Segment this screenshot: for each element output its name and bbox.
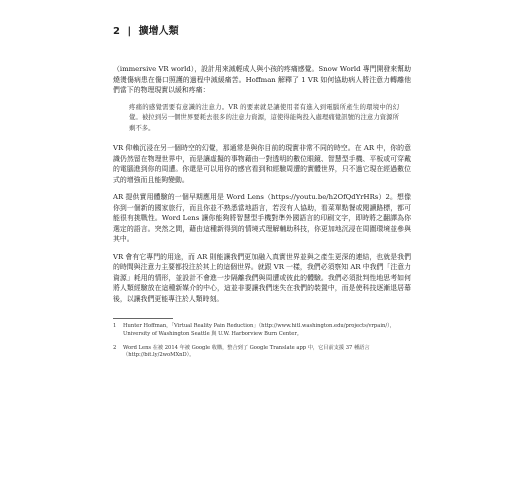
running-header: [113, 22, 179, 37]
page-number: 2: [113, 26, 120, 37]
footnote-1: [113, 323, 411, 339]
footnote-text: Hunter Hoffman，「Virtual Reality Pain Reduction」（http://www.hitl.washington.edu/projects/vrpain/），University of Washington Seattle 與 U.W. Harborview Burn Center。: [123, 323, 395, 337]
footnote-text: Word Lens 在被 2014 年被 Google 收購，整合到了 Google Translate app 中，它目前支援 37 種語言（http://bit.ly/2woMXnD）。: [123, 344, 370, 359]
paragraph-word-lens: AR 提供實用體驗的一個早期應用是 Word Lens（https://youtu.be/h2OfQdYrHRs）2。想像你到一個新的國家旅行，而且你並不熟悉當地語言，若沒有人協助，看菜單點餐或閱讀路標，都可能很有挑戰性。Word Lens 讓你能夠將智慧型手機對準外國語言的印刷文字，即時將之翻譯為你選定的語言。突然之間，藉由這種新得到的情境式理解輔助科技，你更加地沉浸在周圍環境並參與其中。: [113, 193, 411, 243]
block-quote: 疼痛的感覺需要有意識的注意力。VR 的要素就是讓使用者有進入到電腦所產生的環境中的幻覺。被拉到另一個世界要耗去很多的注意力資源，這使得能夠投入處理痛覺訊號的注意力資源所剩不多。: [129, 102, 399, 132]
chapter-title: 擴增人類: [138, 26, 179, 37]
footnote-2: [113, 345, 411, 361]
page-body: [113, 44, 411, 360]
footnote-number: 2: [113, 344, 117, 351]
paragraph-intro: （immersive VR world），設計用來減輕成人與小孩的疼痛感覺。Snow World 專門開發來幫助燒燙傷病患在傷口照護的過程中減緩痛苦。Hoffman 解釋了 1 VR 如何協助病人將注意力轉離他們當下的物理現實以緩和疼痛：: [113, 65, 411, 94]
paragraph-vr-vs-ar: VR 仰賴沉浸在另一個時空的幻覺，那通常是與你目前的現實非常不同的時空。在 AR 中，你的意識仍然留在物理世界中，而是讓虛擬的事物藉由一對透明的數位眼鏡、智慧型手機、平板或可穿戴的電腦進到你的周遭。你還是可以用你的感官看到和經驗周遭的實體世界，只不過它現在經過數位式的增強而且能夠變動。: [113, 144, 411, 184]
paragraph-attention: VR 會有它專門的用途，而 AR 則能讓我們更加融入真實世界並與之產生更深的連結，也就是我們的時間與注意力主要都投注於其上的這個世界。就跟 VR 一樣，我們必須察知 AR 中我們「注意力資源」耗用的情形，並設計不會進一步隔離我們與周遭或彼此的體驗。我們必須批判性地思考如何將人類經驗放在這種新媒介的中心，這並非要讓我們迷失在我們的裝置中，而是使科技逐漸退居幕後，以讓我們更能專注於人類時刻。: [113, 252, 411, 303]
footnote-divider: [113, 318, 173, 319]
footnote-number: 1: [113, 323, 117, 329]
header-separator: |: [127, 26, 132, 37]
